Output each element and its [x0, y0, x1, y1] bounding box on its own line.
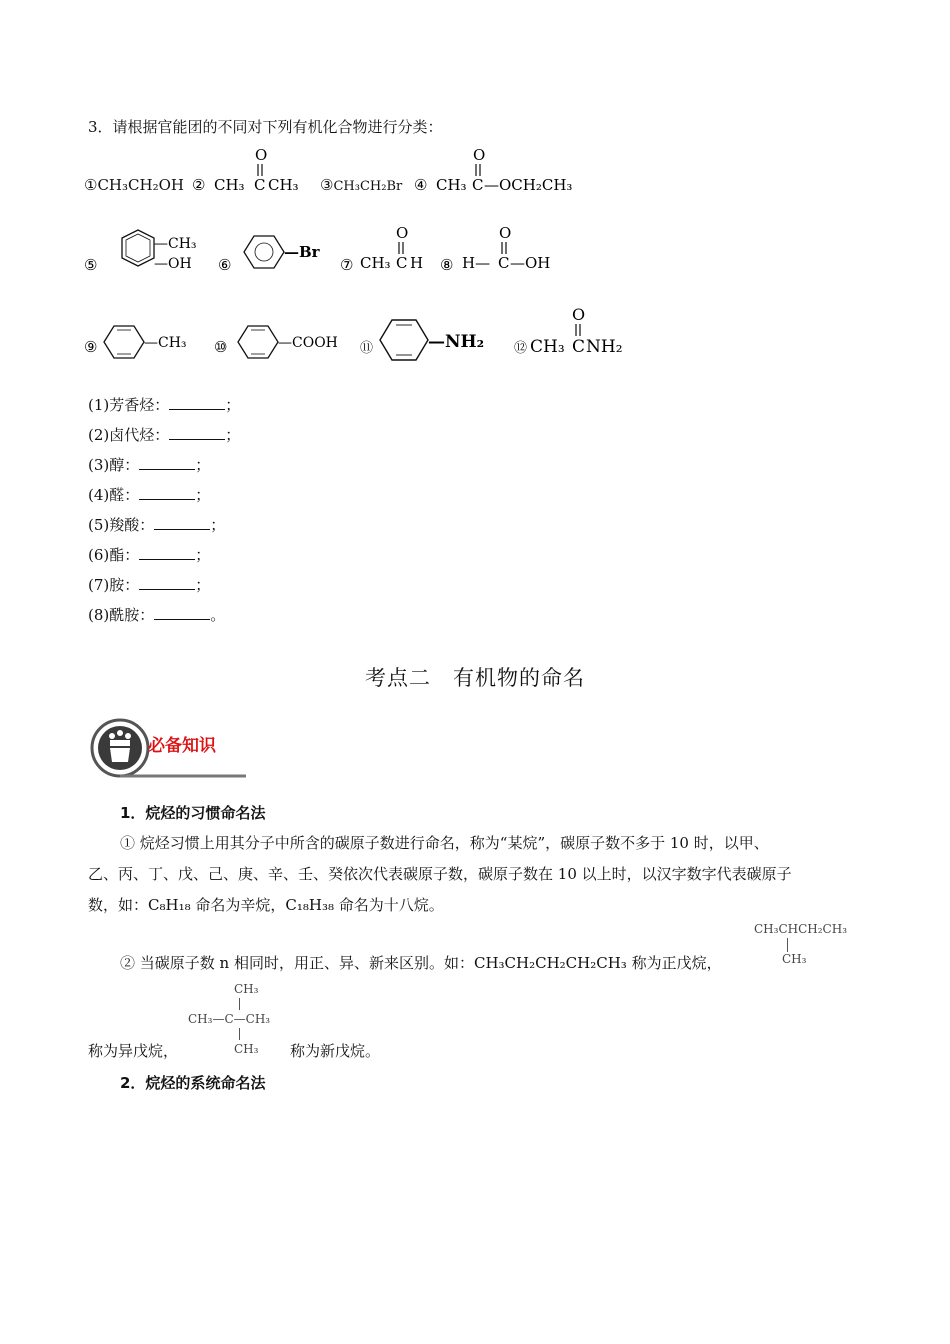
svg-text:—NH₂: —NH₂	[428, 332, 485, 352]
section-title: 考点二 有机物的命名	[365, 666, 585, 690]
svg-text:H: H	[410, 254, 424, 272]
heading-systematic-naming: 2．烷烃的系统命名法	[120, 1074, 266, 1092]
answer-blank[interactable]	[139, 455, 195, 470]
svg-text:⑪: ⑪	[360, 341, 374, 356]
compound-1: ①CH₃CH₂OH	[84, 176, 184, 194]
compound-row-2	[84, 226, 684, 286]
compound-11	[360, 302, 500, 370]
svg-text:CH₃: CH₃	[436, 176, 467, 194]
svg-text:⑦: ⑦	[340, 256, 354, 274]
neopentane-structure: CH₃ CH₃—C—CH₃ CH₃	[188, 982, 271, 1056]
svg-text:⑥: ⑥	[218, 256, 232, 274]
answer-blank[interactable]	[169, 395, 225, 410]
compound-2-structure	[192, 146, 312, 200]
svg-text:④: ④	[414, 176, 428, 194]
blank-2: (2)卤代烃： ；	[88, 426, 241, 444]
blank-4: (4)醛： ；	[88, 486, 211, 504]
svg-text:—OCH₂CH₃: —OCH₂CH₃	[484, 176, 573, 194]
answer-blank[interactable]	[139, 545, 195, 560]
svg-text:O: O	[499, 226, 512, 242]
compound-9	[84, 302, 204, 370]
svg-text:⑩: ⑩	[214, 338, 228, 356]
compound-9-structure	[84, 302, 204, 366]
svg-text:—OH: —OH	[510, 254, 551, 272]
compound-5-structure	[84, 226, 204, 282]
compound-10	[214, 302, 354, 370]
svg-text:CH₃: CH₃	[360, 254, 391, 272]
svg-text:⑧: ⑧	[440, 256, 454, 274]
paragraph-1-line-3: 数，如：C₈H₁₈ 命名为辛烷，C₁₈H₃₈ 命名为十八烷。	[88, 896, 444, 914]
svg-text:—Br: —Br	[284, 243, 320, 261]
paragraph-2-line-1: ② 当碳原子数 n 相同时，用正、异、新来区别。如：CH₃CH₂CH₂CH₂CH₃ 称为正戊烷，	[120, 954, 722, 972]
svg-text:—OH: —OH	[154, 256, 192, 272]
svg-text:C: C	[396, 254, 408, 272]
svg-text:H—: H—	[462, 254, 491, 272]
compound-12-structure	[514, 302, 644, 366]
blank-1: (1)芳香烃： ；	[88, 396, 241, 414]
paragraph-2-isopentane: 称为异戊烷，	[88, 1042, 179, 1060]
compound-6-structure	[218, 226, 338, 282]
compound-8	[440, 226, 570, 286]
svg-text:⑨: ⑨	[84, 338, 98, 356]
compound-6	[218, 226, 338, 286]
blank-3: (3)醇： ；	[88, 456, 211, 474]
blank-6: (6)酯： ；	[88, 546, 211, 564]
answer-blank[interactable]	[169, 425, 225, 440]
bond-line	[239, 1028, 240, 1040]
svg-text:—COOH: —COOH	[278, 335, 338, 351]
svg-text:C: C	[254, 176, 266, 194]
answer-blank[interactable]	[139, 485, 195, 500]
svg-text:CH₃: CH₃	[214, 176, 245, 194]
compound-4-structure	[414, 146, 594, 200]
badge-label: 必备知识	[148, 736, 216, 756]
compound-4	[414, 146, 594, 204]
svg-text:O: O	[572, 305, 586, 324]
svg-text:⑫: ⑫	[514, 341, 528, 356]
blank-5: (5)羧酸： ；	[88, 516, 226, 534]
svg-text:O: O	[396, 226, 409, 242]
svg-text:⑤: ⑤	[84, 256, 98, 274]
compound-7	[340, 226, 440, 286]
compound-2	[192, 146, 312, 204]
compound-7-structure	[340, 226, 440, 282]
paragraph-2-neopentane: 称为新戊烷。	[290, 1042, 381, 1060]
answer-blank[interactable]	[139, 575, 195, 590]
compound-3: ③CH₃CH₂Br	[320, 176, 403, 194]
blank-8: (8)酰胺： 。	[88, 606, 226, 624]
paragraph-1: ① 烷烃习惯上用其分子中所含的碳原子数进行命名，称为“某烷”，碳原子数不多于 10 时，以甲、	[120, 834, 769, 852]
compound-8-structure	[440, 226, 570, 282]
svg-text:O: O	[473, 146, 486, 164]
compound-row-3	[84, 302, 684, 362]
question-title: 3．请根据官能团的不同对下列有机化合物进行分类：	[88, 118, 443, 136]
svg-text:CH₃: CH₃	[268, 176, 299, 194]
svg-text:O: O	[255, 146, 268, 164]
compound-row-1	[84, 146, 684, 206]
svg-text:—CH₃: —CH₃	[144, 335, 187, 351]
compound-11-structure	[360, 302, 500, 366]
svg-text:C: C	[472, 176, 484, 194]
svg-text:C: C	[572, 337, 586, 357]
svg-text:C: C	[498, 254, 510, 272]
paragraph-1-line-2: 乙、丙、丁、戊、己、庚、辛、壬、癸依次代表碳原子数，碳原子数在 10 以上时，以汉字数字代表碳原子	[88, 865, 792, 883]
isopentane-structure: CH₃CHCH₂CH₃ CH₃	[754, 922, 848, 966]
compound-5	[84, 226, 204, 286]
compound-12	[514, 302, 644, 370]
answer-blank[interactable]	[154, 605, 210, 620]
svg-text:NH₂: NH₂	[586, 337, 623, 357]
bond-line	[239, 998, 240, 1010]
blank-7: (7)胺： ；	[88, 576, 211, 594]
heading-habitual-naming: 1．烷烃的习惯命名法	[120, 804, 266, 822]
svg-text:②: ②	[192, 176, 206, 194]
compound-10-structure	[214, 302, 354, 366]
svg-text:CH₃: CH₃	[530, 337, 565, 357]
svg-text:—CH₃: —CH₃	[154, 236, 197, 252]
answer-blank[interactable]	[154, 515, 210, 530]
